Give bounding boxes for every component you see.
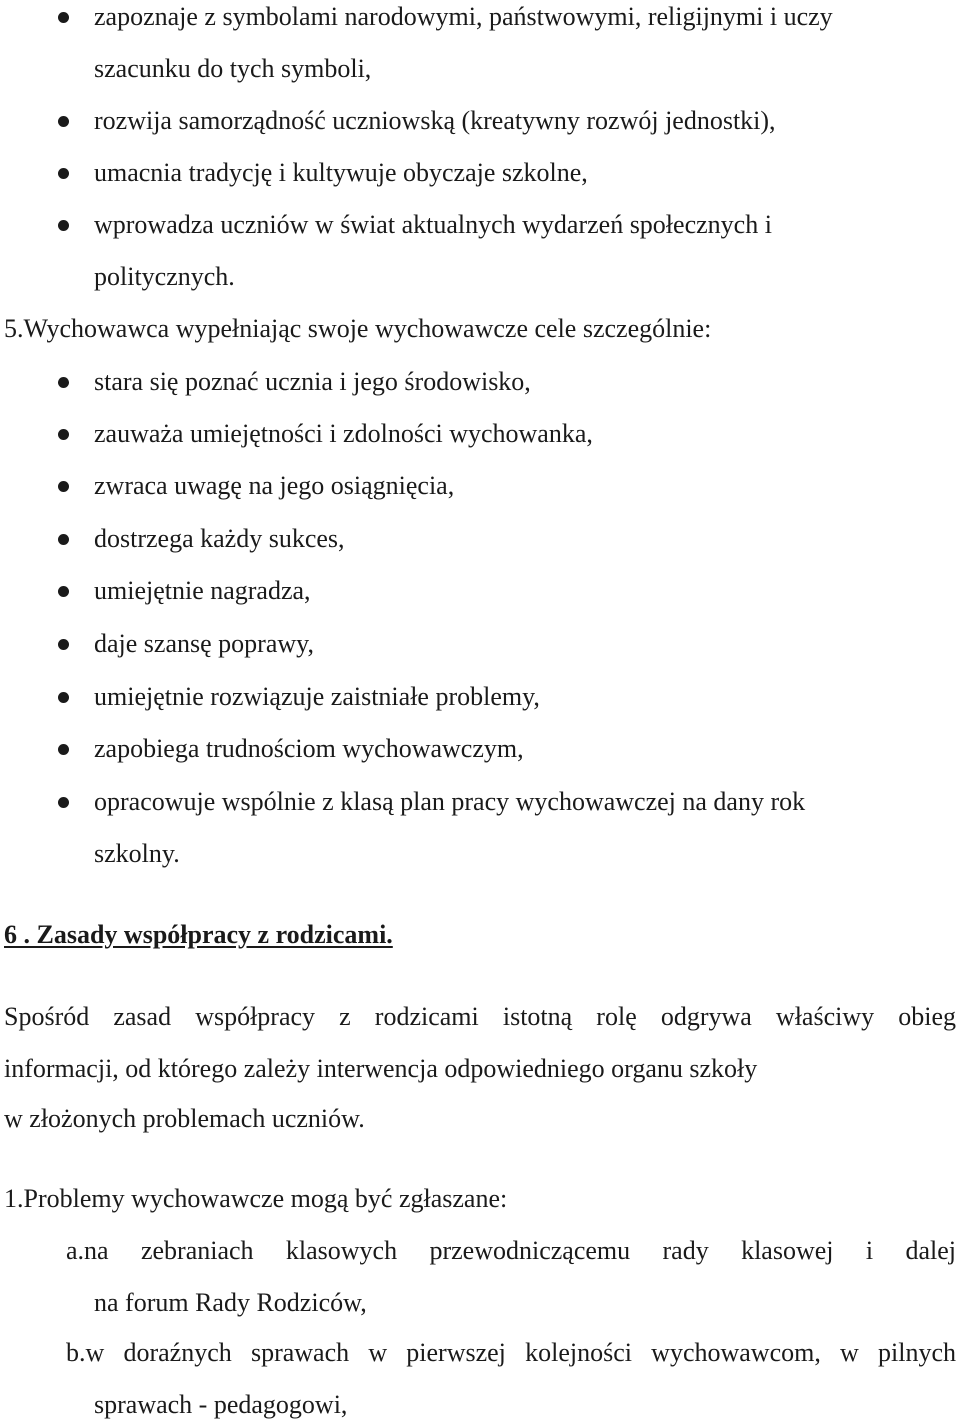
list-item-line: szacunku do tych symboli,	[94, 54, 372, 83]
paragraph-line: w złożonych problemach uczniów.	[4, 1104, 365, 1133]
point-1: 1.Problemy wychowawcze mogą być zgłaszane:	[4, 1184, 508, 1213]
bullet-icon	[58, 220, 69, 231]
list-item-line: umiejętnie nagradza,	[94, 576, 311, 605]
list-item-line: zapoznaje z symbolami narodowymi, państwowymi, religijnymi i uczy	[94, 2, 833, 31]
list-item-line: wprowadza uczniów w świat aktualnych wydarzeń społecznych i	[94, 210, 772, 239]
list-item-line: umiejętnie rozwiązuje zaistniałe problemy,	[94, 682, 540, 711]
list-item-line: szkolny.	[94, 839, 180, 868]
sub-item-line: a.na zebraniach klasowych przewodniczącemu rady klasowej i dalej	[66, 1236, 956, 1265]
list-item-line: opracowuje wspólnie z klasą plan pracy wychowawczej na dany rok	[94, 787, 806, 816]
bullet-icon	[58, 586, 69, 597]
sub-item-line: na forum Rady Rodziców,	[94, 1288, 367, 1317]
list-item-line: zauważa umiejętności i zdolności wychowanka,	[94, 419, 593, 448]
bullet-icon	[58, 534, 69, 545]
sub-item-line: sprawach - pedagogowi,	[94, 1390, 348, 1419]
paragraph-line: informacji, od którego zależy interwencja odpowiedniego organu szkoły	[4, 1054, 758, 1083]
list-item-line: zwraca uwagę na jego osiągnięcia,	[94, 471, 455, 500]
list-item-line: rozwija samorządność uczniowską (kreatywny rozwój jednostki),	[94, 106, 776, 135]
bullet-icon	[58, 377, 69, 388]
section-6-paragraph-line	[4, 1004, 956, 1030]
list-item-line: zapobiega trudnościom wychowawczym,	[94, 734, 524, 763]
list-item-line: stara się poznać ucznia i jego środowisko,	[94, 367, 531, 396]
list-item-line: umacnia tradycję i kultywuje obyczaje szkolne,	[94, 158, 588, 187]
list-item-line: daje szansę poprawy,	[94, 629, 314, 658]
section-6-heading: 6 . Zasady współpracy z rodzicami.	[4, 920, 393, 949]
list-item-line: politycznych.	[94, 262, 235, 291]
paragraph-line: Spośród zasad współpracy z rodzicami istotną rolę odgrywa właściwy obieg	[4, 1002, 956, 1031]
sub-item-b-line	[66, 1340, 956, 1366]
section-5-intro: 5.Wychowawca wypełniając swoje wychowawcze cele szczególnie:	[4, 314, 712, 343]
bullet-icon	[58, 481, 69, 492]
bullet-icon	[58, 168, 69, 179]
sub-item-line: b.w doraźnych sprawach w pierwszej kolejności wychowawcom, w pilnych	[66, 1338, 956, 1367]
bullet-icon	[58, 744, 69, 755]
bullet-icon	[58, 429, 69, 440]
bullet-icon	[58, 797, 69, 808]
bullet-icon	[58, 639, 69, 650]
bullet-icon	[58, 116, 69, 127]
list-item-line: dostrzega każdy sukces,	[94, 524, 345, 553]
bullet-icon	[58, 692, 69, 703]
bullet-icon	[58, 12, 69, 23]
sub-item-a-line	[66, 1238, 956, 1264]
